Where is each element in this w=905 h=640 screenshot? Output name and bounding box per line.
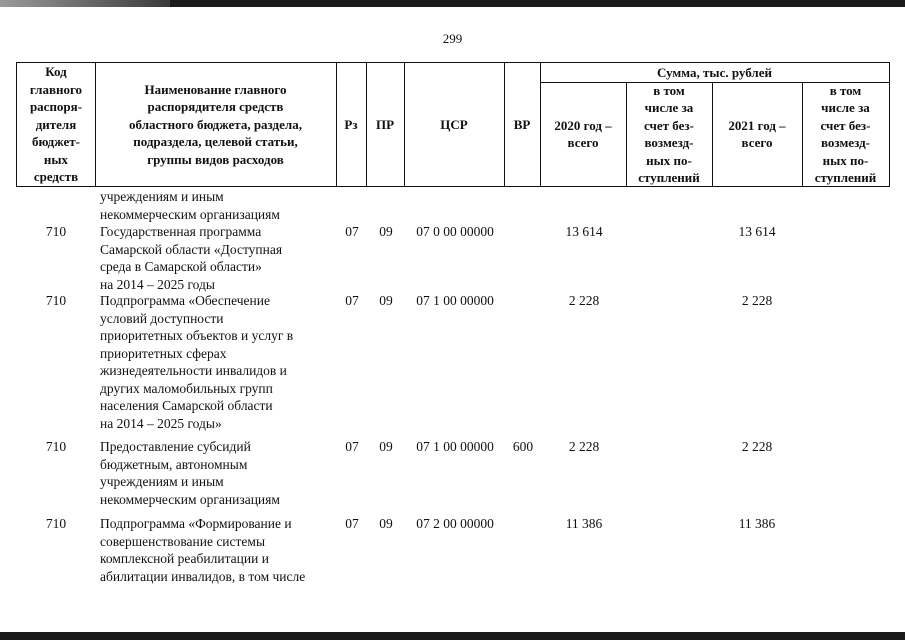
- header-2020-gratis: [626, 82, 713, 187]
- row-rz: 07: [345, 293, 359, 308]
- header-name: [95, 62, 337, 187]
- row-name-line: Подпрограмма «Формирование и: [100, 516, 292, 531]
- header-pr-label: ПР: [375, 116, 395, 132]
- header-name-line: подраздела, целевой статьи,: [133, 134, 298, 150]
- row-sum-2021: 2 228: [741, 293, 773, 308]
- row-csr: 07 2 00 00000: [416, 516, 494, 531]
- row-name-line: некоммерческим организациям: [100, 491, 280, 507]
- header-2021-gratis-line: счет без-: [820, 117, 871, 133]
- header-2020-total: [540, 82, 627, 187]
- row-code: 710: [45, 516, 67, 531]
- scan-edge-top-fade: [0, 0, 170, 7]
- header-2020-total-line: всего: [567, 135, 599, 150]
- row-name-line: учреждениям и иным: [100, 474, 224, 489]
- row-pr: 09: [379, 224, 393, 239]
- header-rz: [336, 62, 367, 187]
- scan-edge-bottom: [0, 632, 905, 640]
- header-2020-gratis-line: ных по-: [646, 152, 692, 168]
- header-code-line: главного: [29, 81, 83, 97]
- row-name-line: жизнедеятельности инвалидов и: [100, 363, 287, 378]
- header-2020-gratis-line: счет без-: [644, 117, 694, 133]
- row-name-line: совершенствование системы: [100, 533, 266, 549]
- header-2021-total-line: 2021 год –: [728, 117, 786, 133]
- header-2020-gratis-line: числе за: [644, 100, 694, 115]
- row-pr: 09: [379, 516, 393, 531]
- row-code: 710: [45, 293, 67, 308]
- header-2021-gratis-line: ступлений: [814, 170, 877, 185]
- header-2021-gratis: [802, 82, 890, 187]
- header-vr: [504, 62, 541, 187]
- row-name-line: на 2014 – 2025 годы»: [100, 415, 222, 431]
- row-name-line: приоритетных сферах: [100, 345, 227, 361]
- row-sum-2020: 2 228: [568, 293, 600, 308]
- row-name-line: населения Самарской области: [100, 398, 273, 413]
- row-rz: 07: [345, 439, 359, 454]
- header-code-line: дителя: [35, 116, 77, 132]
- header-vr-label: ВР: [513, 116, 531, 132]
- row-name-line: бюджетным, автономным: [100, 456, 248, 472]
- row-sum-2021: 13 614: [738, 224, 776, 239]
- header-rz-label: Рз: [344, 116, 358, 132]
- header-2021-gratis-line: числе за: [821, 100, 870, 115]
- row-name: [100, 292, 336, 432]
- row-name-line: Самарской области «Доступная: [100, 241, 283, 257]
- row-code: 710: [45, 224, 67, 239]
- row-name-line: некоммерческим организациям: [100, 206, 280, 222]
- row-name: [100, 515, 336, 585]
- header-name-line: группы видов расходов: [147, 151, 284, 167]
- header-2021-total: [712, 82, 803, 187]
- header-name-line: Наименование главного: [144, 81, 287, 97]
- row-sum-2020: 13 614: [565, 224, 603, 239]
- header-2021-gratis-line: ных по-: [822, 152, 869, 168]
- header-name-line: областного бюджета, раздела,: [129, 116, 302, 132]
- row-pr: 09: [379, 439, 393, 454]
- header-sum-group: [540, 62, 890, 83]
- header-sum-label: Сумма, тыс. рублей: [657, 64, 772, 80]
- row-name-line: других маломобильных групп: [100, 380, 273, 396]
- header-pr: [366, 62, 405, 187]
- header-2021-total-line: всего: [741, 135, 773, 150]
- header-csr: [404, 62, 505, 187]
- header-code-line: ных: [43, 151, 69, 167]
- row-sum-2020: 2 228: [568, 439, 600, 454]
- row-pr: 09: [379, 293, 393, 308]
- header-csr-label: ЦСР: [440, 116, 468, 132]
- row-name-line: Предоставление субсидий: [100, 439, 251, 454]
- row-name-line: на 2014 – 2025 годы: [100, 276, 215, 292]
- row-name-line: Государственная программа: [100, 224, 262, 239]
- header-code: [16, 62, 96, 187]
- row-name-line: учреждениям и иным: [100, 189, 224, 204]
- row-sum-2020: 11 386: [565, 516, 603, 531]
- header-code-line: Код: [45, 64, 67, 80]
- row-name-line: Подпрограмма «Обеспечение: [100, 293, 270, 308]
- row-rz: 07: [345, 516, 359, 531]
- header-2021-gratis-line: в том: [829, 82, 862, 98]
- header-2020-gratis-line: возмезд-: [644, 135, 694, 150]
- row-name: [100, 188, 336, 223]
- row-vr: 600: [512, 439, 534, 454]
- row-csr: 07 0 00 00000: [416, 224, 494, 239]
- row-name-line: приоритетных объектов и услуг в: [100, 328, 294, 343]
- row-name-line: условий доступности: [100, 310, 224, 326]
- row-name-line: среда в Самарской области»: [100, 259, 262, 274]
- header-2020-gratis-line: в том: [653, 82, 685, 98]
- row-code: 710: [45, 439, 67, 454]
- row-name: [100, 223, 336, 293]
- header-code-line: средств: [33, 169, 79, 185]
- header-2020-total-line: 2020 год –: [554, 117, 612, 133]
- row-csr: 07 1 00 00000: [416, 293, 494, 308]
- row-csr: 07 1 00 00000: [416, 439, 494, 454]
- row-rz: 07: [345, 224, 359, 239]
- row-name: [100, 438, 336, 508]
- header-2021-gratis-line: возмезд-: [820, 135, 870, 150]
- row-sum-2021: 2 228: [741, 439, 773, 454]
- header-code-line: распоря-: [29, 99, 83, 115]
- row-sum-2021: 11 386: [738, 516, 776, 531]
- header-2020-gratis-line: ступлений: [638, 170, 700, 185]
- header-name-line: распорядителя средств: [147, 99, 284, 115]
- row-name-line: абилитации инвалидов, в том числе: [100, 568, 306, 584]
- header-code-line: бюджет-: [31, 134, 80, 150]
- row-name-line: комплексной реабилитации и: [100, 551, 269, 566]
- page-number: 299: [442, 31, 463, 46]
